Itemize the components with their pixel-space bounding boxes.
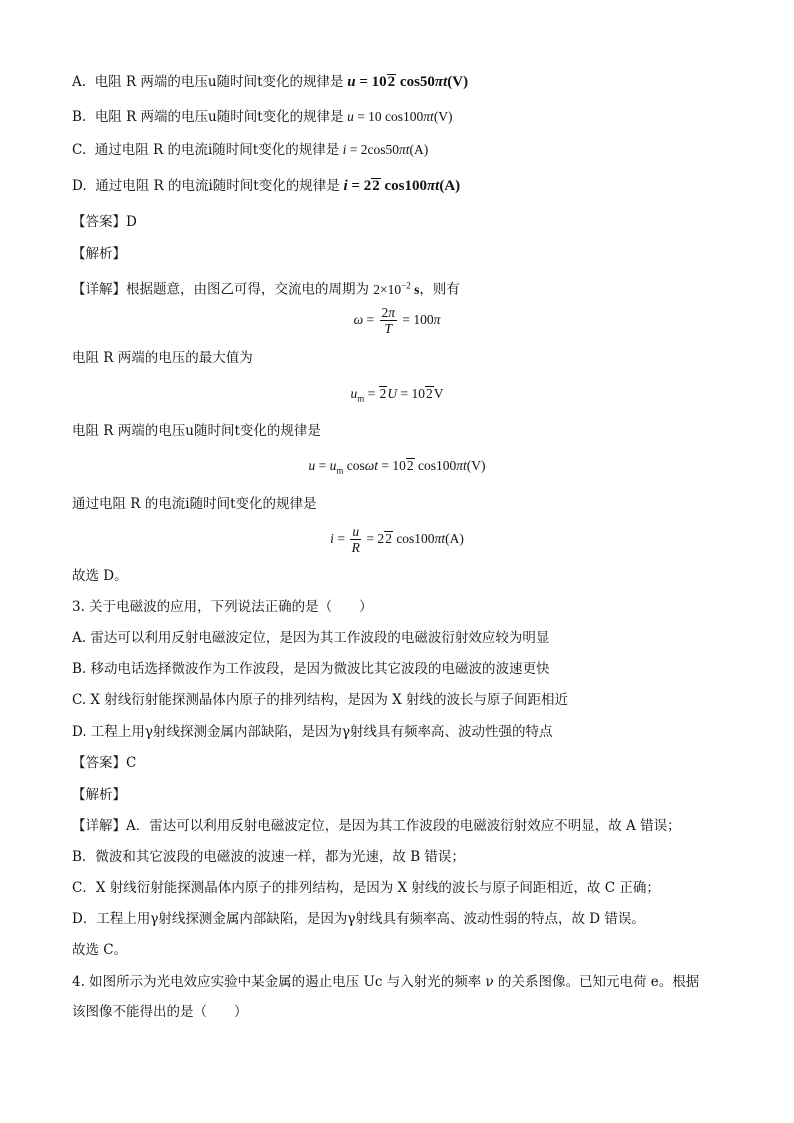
q3-detail-c: C．X 射线衍射能探测晶体内原子的排列结构，是因为 X 射线的波长与原子间距相近，故 C 正确；: [72, 880, 660, 896]
q3-option-d: D. 工程上用γ射线探测金属内部缺陷，是因为γ射线具有频率高、波动性强的特点: [72, 724, 553, 740]
voltage-law-equation: $u = u_m$ cosωt = 102 cos100πt(V): [308, 458, 486, 476]
q4-stem-line2: 该图像不能得出的是（ ）: [72, 1004, 248, 1020]
q2-option-b: B. 电阻 R 两端的电压u随时间t变化的规律是 u = 10 cos100πt(V): [72, 109, 453, 125]
max-voltage-equation: $u_m = 2U = 102V$: [350, 386, 444, 404]
q2-conclusion: 故选 D。: [72, 568, 128, 584]
current-law-equation: i = $\frac{u}{R}$ = 22 cos100πt(A): [330, 524, 464, 555]
q2-option-d: D. 通过电阻 R 的电流i随时间t变化的规律是 i = 22 cos100πt(A): [72, 178, 461, 194]
current-law-text: 通过电阻 R 的电流i随时间t变化的规律是: [72, 496, 317, 512]
q4-stem-line1: 4. 如图所示为光电效应实验中某金属的遏止电压 Uc 与入射光的频率 ν 的关系图像。已知元电荷 e。根据: [72, 974, 700, 990]
q2-answer: 【答案】D: [72, 214, 137, 230]
q2-option-c: C. 通过电阻 R 的电流i随时间t变化的规律是 i = 2cos50πt(A): [72, 142, 429, 158]
q2-detail-intro: 【详解】根据题意，由图乙可得，交流电的周期为 $2\times 10^{-2}$ s，则有: [72, 280, 460, 298]
voltage-law-text: 电阻 R 两端的电压u随时间t变化的规律是: [72, 423, 321, 439]
max-voltage-text: 电阻 R 两端的电压的最大值为: [72, 350, 253, 366]
q3-option-c: C. X 射线衍射能探测晶体内原子的排列结构，是因为 X 射线的波长与原子间距相近: [72, 692, 569, 708]
q3-stem: 3. 关于电磁波的应用，下列说法正确的是（ ）: [72, 599, 373, 615]
q3-conclusion: 故选 C。: [72, 942, 128, 958]
q3-option-b: B. 移动电话选择微波作为工作波段，是因为微波比其它波段的电磁波的波速更快: [72, 661, 550, 677]
q3-answer: 【答案】C: [72, 755, 137, 771]
q3-analysis-tag: 【解析】: [72, 787, 126, 803]
q3-detail-a: 【详解】A．雷达可以利用反射电磁波定位，是因为其工作波段的电磁波衍射效应不明显，故 A 错误；: [72, 818, 681, 834]
q2-analysis-tag: 【解析】: [72, 246, 126, 262]
q2-option-a: A. 电阻 R 两端的电压u随时间t变化的规律是 u = 102 cos50πt(V): [72, 74, 469, 90]
q3-detail-b: B．微波和其它波段的电磁波的波速一样，都为光速，故 B 错误；: [72, 849, 465, 865]
q3-option-a: A. 雷达可以利用反射电磁波定位，是因为其工作波段的电磁波衍射效应较为明显: [72, 630, 550, 646]
omega-equation: ω = $\frac{2\pi}{T}$ = 100π: [353, 305, 441, 336]
q3-detail-d: D．工程上用γ射线探测金属内部缺陷，是因为γ射线具有频率高、波动性弱的特点，故 D 错误。: [72, 911, 645, 927]
